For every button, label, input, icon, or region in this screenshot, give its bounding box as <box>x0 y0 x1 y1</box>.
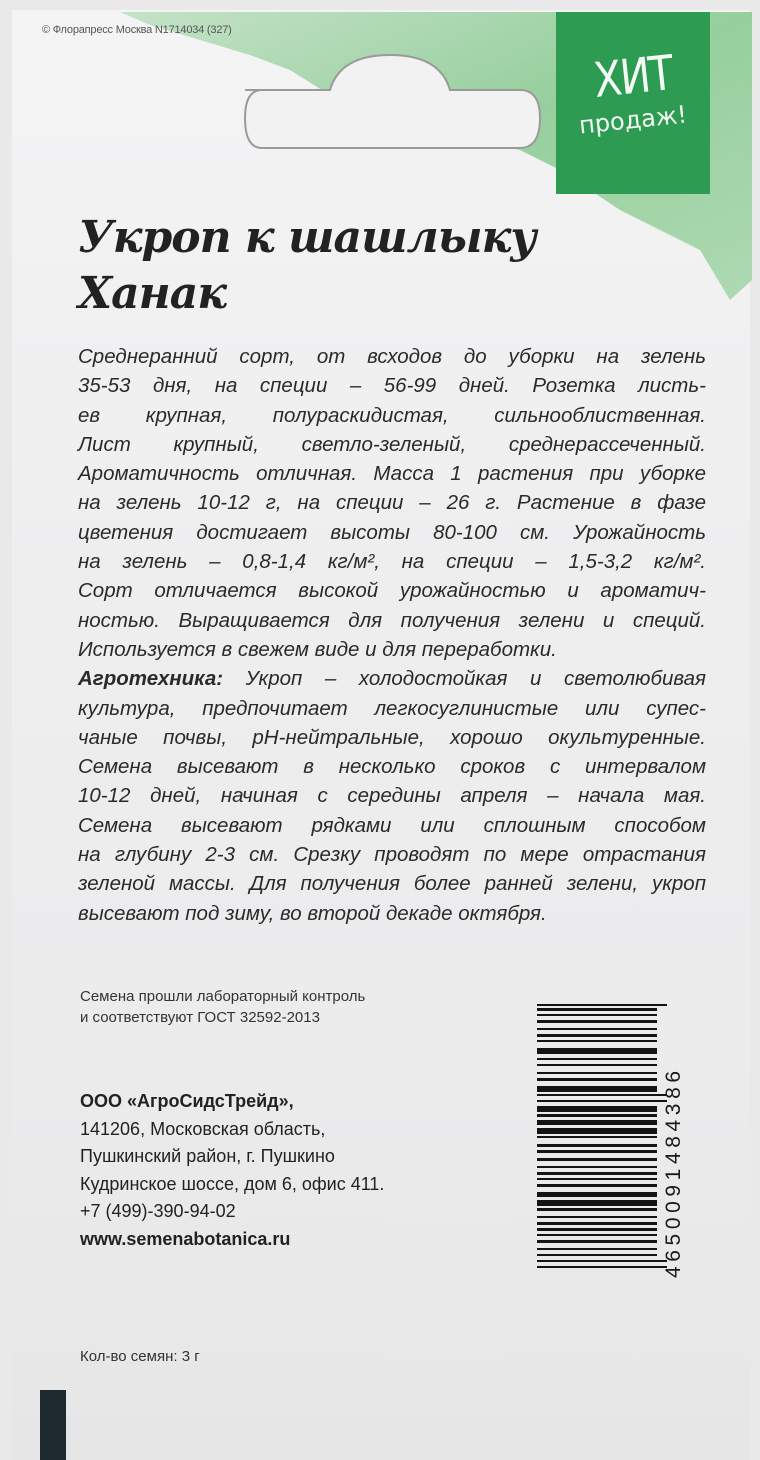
description-line: 35-53 дня, на специи – 56-99 дней. Розетка листь- <box>78 374 706 398</box>
badge-line2: продаж! <box>577 100 689 140</box>
description-line: Среднеранний сорт, от всходов до уборки на зелень <box>78 345 706 368</box>
agrotech-line: зеленой массы. Для получения более ранней зелени, укроп <box>78 872 706 896</box>
barcode-bar <box>537 1234 657 1236</box>
product-description <box>78 342 706 928</box>
barcode-bar <box>537 1072 657 1074</box>
barcode-bar <box>537 1228 657 1231</box>
agrotech-line: Семена высевают в несколько сроков с интервалом <box>78 755 706 779</box>
barcode-bar <box>537 1004 667 1006</box>
barcode-bar <box>537 1240 657 1243</box>
description-line: цветения достигает высоты 80-100 см. Урожайность <box>78 520 706 544</box>
company-address1: 141206, Московская область, <box>80 1118 326 1139</box>
barcode-bar <box>537 1114 657 1117</box>
barcode-bar <box>537 1040 657 1042</box>
agrotech-line: Семена высевают рядками или сплошным способом <box>78 813 706 837</box>
barcode-bar <box>537 1178 657 1180</box>
barcode-bar <box>537 1048 657 1054</box>
company-phone: +7 (499)-390-94-02 <box>80 1201 236 1221</box>
barcode-bar <box>537 1020 657 1023</box>
note-line1: Семена прошли лабораторный контроль <box>80 988 366 1005</box>
barcode-bar <box>537 1120 657 1125</box>
barcode-bar <box>537 1100 667 1102</box>
barcode-bar <box>537 1064 657 1066</box>
quality-note <box>80 986 365 1028</box>
barcode-bar <box>537 1172 657 1175</box>
title-line1: Укроп к шашлыку <box>78 212 536 263</box>
barcode-bar <box>537 1034 657 1037</box>
bestseller-badge <box>556 12 710 194</box>
barcode-bar <box>537 1260 667 1262</box>
badge-line1: ХИТ <box>591 45 675 109</box>
barcode-number: 4650091484386 <box>662 1066 685 1278</box>
barcode-bar <box>537 1106 657 1112</box>
description-line: Ароматичность отличная. Масса 1 растения при уборке <box>78 462 706 486</box>
barcode-bar <box>537 1086 657 1092</box>
agrotech-line: чаные почвы, pH-нейтральные, хорошо окультуренные. <box>78 725 706 749</box>
barcode-bar <box>537 1136 657 1138</box>
barcode-bar <box>537 1254 657 1256</box>
barcode-bar <box>537 1128 657 1134</box>
agrotech-line: 10-12 дней, начиная с середины апреля – начала мая. <box>78 784 706 808</box>
barcode-bar <box>537 1028 657 1030</box>
note-line2: и соответствуют ГОСТ 32592-2013 <box>80 1009 320 1026</box>
agrotech-line: высевают под зиму, во второй декаде октября. <box>78 901 547 925</box>
barcode-bar <box>537 1058 657 1060</box>
barcode-bar <box>537 1150 657 1153</box>
description-line: на зелень 10-12 г, на специи – 26 г. Растение в фазе <box>78 491 706 515</box>
barcode-bar <box>537 1094 667 1096</box>
description-line: ев крупная, полураскидистая, сильнооблиственная. <box>78 403 706 427</box>
agrotech-line: на глубину 2-3 см. Срезку проводят по мере отрастания <box>78 843 706 867</box>
copyright-text: © Флорапресс Москва N1714034 (327) <box>42 24 232 36</box>
dark-corner-mark <box>40 1390 66 1460</box>
company-info <box>80 1088 384 1253</box>
barcode-bar <box>537 1144 657 1147</box>
barcode-bar <box>537 1166 657 1168</box>
title-line2: Ханак <box>78 268 227 319</box>
barcode-bar <box>537 1222 657 1225</box>
description-line: Сорт отличается высокой урожайностью и ароматич- <box>78 579 706 603</box>
company-name: ООО «АгроСидсТрейд», <box>80 1091 294 1111</box>
description-line: на зелень – 0,8-1,4 кг/м², на специи – 1,5-3,2 кг/м². <box>78 550 706 574</box>
barcode-bar <box>537 1014 657 1016</box>
agrotech-line: культура, предпочитает легкосуглинистые или супес- <box>78 696 706 720</box>
agrotech-text: Укроп – холодостойкая и светолюбивая <box>223 667 706 691</box>
agrotech-label: Агротехника: <box>78 667 224 691</box>
barcode-bar <box>537 1248 657 1250</box>
barcode-bar <box>537 1266 667 1268</box>
barcode-bar <box>537 1216 657 1218</box>
barcode-bar <box>537 1158 657 1161</box>
seed-quantity: Кол-во семян: 3 г <box>80 1348 200 1365</box>
barcode-bar <box>537 1184 657 1187</box>
barcode-bar <box>537 1192 657 1197</box>
description-line: ностью. Выращивается для получения зелени и специй. <box>78 608 706 632</box>
agrotech-line <box>78 664 706 693</box>
description-line: Используется в свежем виде и для переработки. <box>78 637 557 661</box>
description-line: Лист крупный, светло-зеленый, среднерассеченный. <box>78 432 706 456</box>
company-address2: Пушкинский район, г. Пушкино <box>80 1146 335 1166</box>
barcode <box>537 1002 667 1274</box>
barcode-bar <box>537 1200 657 1206</box>
barcode-bar <box>537 1208 657 1211</box>
product-title <box>78 210 536 322</box>
company-website: www.semenabotanica.ru <box>80 1228 291 1249</box>
company-address3: Кудринское шоссе, дом 6, офис 411. <box>80 1173 385 1194</box>
barcode-bar <box>537 1078 657 1081</box>
barcode-bar <box>537 1008 657 1011</box>
